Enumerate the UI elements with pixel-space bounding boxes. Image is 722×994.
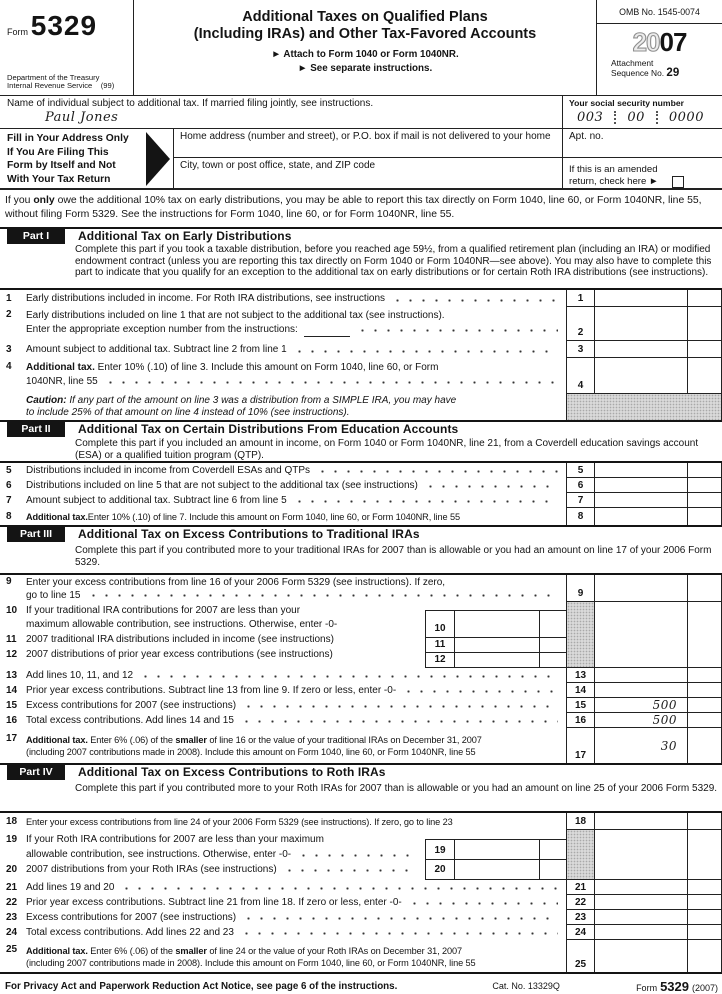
line-23-row: 23 Excess contributions for 2007 (see instructions) 23 xyxy=(0,910,722,925)
line-24-cents-box[interactable] xyxy=(687,925,722,940)
tax-year xyxy=(597,24,722,56)
form-title-line1: Additional Taxes on Qualified Plans xyxy=(242,9,488,25)
line-17-box-number: 17 xyxy=(566,728,594,763)
line-8-cents-box[interactable] xyxy=(687,508,722,525)
line-13-number: 13 xyxy=(6,670,18,681)
line-8-box-number: 8 xyxy=(566,508,594,525)
line-23-box-number: 23 xyxy=(566,910,594,925)
ssn-separator xyxy=(656,111,658,124)
line-16-number: 16 xyxy=(6,715,18,726)
department-block xyxy=(7,74,114,91)
address-row-1 xyxy=(174,129,722,157)
line-18-row: 18 Enter your excess contributions from line 24 of your 2006 Form 5329 (see instructions). If zero, go to line 23 18 xyxy=(0,813,722,830)
line-4-box-number: 4 xyxy=(566,358,594,394)
dot-leader xyxy=(242,910,558,925)
line-1-number: 1 xyxy=(6,293,12,304)
line-16-row: 16 Total excess contributions. Add lines 14 and 15 16 500 xyxy=(0,713,722,728)
dot-leader xyxy=(139,668,558,683)
lines-10-12-shaded-column xyxy=(566,602,594,668)
part4-description: Complete this part if you contributed more to your Roth IRAs for 2007 than is allowable or you had an amount on line 25 of your 2006 Form 5329. xyxy=(0,779,722,813)
address-row-2 xyxy=(174,157,722,188)
line-11-number: 11 xyxy=(6,634,17,645)
line-16-cents-box[interactable] xyxy=(687,713,722,728)
exception-number-blank[interactable] xyxy=(304,323,350,337)
see-instructions-note: ► See separate instructions. xyxy=(297,63,433,74)
dot-leader xyxy=(87,589,559,602)
line-19-box-number: 19 xyxy=(425,839,454,860)
line-21-row: 21 Add lines 19 and 20 21 xyxy=(0,880,722,895)
line-5-box-number: 5 xyxy=(566,463,594,478)
line-21-amount-box[interactable] xyxy=(594,880,687,895)
line-14-number: 14 xyxy=(6,685,18,696)
line-10-number: 10 xyxy=(6,605,18,616)
lines-19-20-shaded-column xyxy=(566,830,594,880)
line-13-amount-box[interactable] xyxy=(594,668,687,683)
intro-bold: only xyxy=(33,195,55,206)
line-4-cents-box[interactable] xyxy=(687,358,722,394)
line-11-cents-box[interactable] xyxy=(539,638,566,653)
line-3-number: 3 xyxy=(6,344,12,355)
line-22-cents-box[interactable] xyxy=(687,895,722,910)
line-9-number: 9 xyxy=(6,576,12,587)
line-2-amount-box[interactable] xyxy=(594,307,687,341)
line-24-row: 24 Total excess contributions. Add lines 22 and 23 24 xyxy=(0,925,722,940)
line-15-amount-box[interactable]: 500 xyxy=(594,698,687,713)
line-19-cents-box[interactable] xyxy=(539,839,566,860)
line-12-box-number: 12 xyxy=(425,653,454,668)
line-10-subrow xyxy=(425,610,566,638)
part1-header xyxy=(0,227,722,243)
dept-line2: Internal Revenue Service (99) xyxy=(7,81,115,91)
line-2-box-number: 2 xyxy=(566,307,594,341)
line-10-amount-box[interactable] xyxy=(454,610,539,638)
line-19-subrow xyxy=(425,839,566,860)
part3-description: Complete this part if you contributed more to your traditional IRAs for 2007 than is allowable or you had an amount on line 17 of your 2006 Form 5329. xyxy=(0,541,722,575)
amended-return-checkbox[interactable] xyxy=(672,176,684,188)
dot-leader xyxy=(293,493,558,508)
line-13-row: 13 Add lines 10, 11, and 12 13 xyxy=(0,668,722,683)
ssn-group2: 00 xyxy=(627,110,645,125)
line-16-amount-box[interactable]: 500 xyxy=(594,713,687,728)
line-5-amount-box[interactable] xyxy=(594,463,687,478)
line-19-number: 19 xyxy=(6,834,18,845)
part1-description: Complete this part if you took a taxable distribution, before you reached age 59½, from a qualified retirement plan (including an IRA) or modified endowment contract (unless you are reporting this tax directly on Form 1040 or Form 1040NR—see above). You may also have to complete this part to indicate that you qualify for an exception to the additional tax on early distributions or for certain Roth IRA distributions (see instructions). xyxy=(0,243,722,290)
dot-leader xyxy=(293,341,558,358)
name-field[interactable] xyxy=(0,96,562,128)
line-11-amount-box[interactable] xyxy=(454,638,539,653)
omb-number: OMB No. 1545-0074 xyxy=(597,0,722,24)
address-fields xyxy=(173,129,722,188)
line-21-box-number: 21 xyxy=(566,880,594,895)
attachment-sequence: Attachment Sequence No. 29 xyxy=(611,58,680,79)
footer-form-id: Form 5329 (2007) xyxy=(636,978,718,994)
dot-leader xyxy=(297,847,417,862)
line-13-cents-box[interactable] xyxy=(687,668,722,683)
line-22-box-number: 22 xyxy=(566,895,594,910)
line-10-cents-box[interactable] xyxy=(539,610,566,638)
line-14-row: 14 Prior year excess contributions. Subtract line 13 from line 9. If zero or less, enter -0- 14 xyxy=(0,683,722,698)
lines-10-12-block: 10 If your traditional IRA contributions for 2007 are less than your maximum allowable contribution, see instructions. Otherwise, enter -0- 11 2007 traditional IRA distributions included in income (see instructions) 12 2007 distributions of prior year excess contributions (see instructions) 10 11 12 xyxy=(0,602,722,668)
line-20-box-number: 20 xyxy=(425,860,454,880)
line-6-number: 6 xyxy=(6,480,12,491)
line-5-number: 5 xyxy=(6,465,12,476)
part2-header xyxy=(0,420,722,436)
form-title-line2: (Including IRAs) and Other Tax-Favored Accounts xyxy=(193,26,537,42)
line-8-number: 8 xyxy=(6,511,12,522)
line-18-box-number: 18 xyxy=(566,813,594,830)
ssn-group3: 0000 xyxy=(668,110,704,125)
home-address-label: Home address (number and street), or P.O. box if mail is not delivered to your home xyxy=(180,131,551,142)
line-21-number: 21 xyxy=(6,882,18,893)
line-14-cents-box[interactable] xyxy=(687,683,722,698)
dot-leader xyxy=(120,880,558,895)
line-4-amount-box[interactable] xyxy=(594,358,687,394)
line-20-subrow xyxy=(425,860,566,880)
line-7-cents-box[interactable] xyxy=(687,493,722,508)
line-18-number: 18 xyxy=(6,816,18,827)
line-17-number: 17 xyxy=(6,733,18,744)
line-3-cents-box[interactable] xyxy=(687,341,722,358)
line-16-box-number: 16 xyxy=(566,713,594,728)
amended-label-line1: If this is an amended xyxy=(569,164,658,175)
name-label: Name of individual subject to additional tax. If married filing jointly, see instructions. xyxy=(7,98,374,109)
dot-leader xyxy=(391,290,558,307)
line-21-cents-box[interactable] xyxy=(687,880,722,895)
caution-shaded-area xyxy=(566,394,722,420)
attach-note: ► Attach to Form 1040 or Form 1040NR. xyxy=(271,49,459,60)
apt-no-label: Apt. no. xyxy=(569,131,604,142)
line-10-box-number: 10 xyxy=(425,610,454,638)
line-24-amount-box[interactable] xyxy=(594,925,687,940)
dot-leader xyxy=(316,463,558,478)
line-2-row: 2 Early distributions included on line 1 that are not subject to the additional tax (see instructions). Enter the appropriate exception number from the instructions: 2 xyxy=(0,307,722,341)
line-7-amount-box[interactable] xyxy=(594,493,687,508)
line-5-cents-box[interactable] xyxy=(687,463,722,478)
line-17-cents-box[interactable] xyxy=(687,728,722,763)
line-6-row: 6 Distributions included on line 5 that are not subject to the additional tax (see instructions) 6 xyxy=(0,478,722,493)
line-1-row: 1 Early distributions included in income. For Roth IRA distributions, see instructions 1 xyxy=(0,290,722,307)
line-1-amount-box[interactable] xyxy=(594,290,687,307)
line-4-row: 4 Additional tax. Enter 10% (.10) of line 3. Include this amount on Form 1040, line 60, or Form 1040NR, line 55 4 xyxy=(0,358,722,394)
form-title-block xyxy=(133,0,597,95)
part4-badge: Part IV xyxy=(7,765,65,780)
line-11-subrow xyxy=(425,638,566,653)
lines-19-20-empty-cents-area xyxy=(687,830,722,880)
line-9-amount-box[interactable] xyxy=(594,575,687,602)
line-17-row: 17 Additional tax. Enter 6% (.06) of the smaller of line 16 or the value of your traditional IRAs on December 31, 2007 (including 2007 contributions made in 2008). Include this amount on Form 1040, line 60, or Form 1040NR, line 55 17 30 xyxy=(0,728,722,763)
line-20-amount-box[interactable] xyxy=(454,860,539,880)
dept-line1: Department of the Treasury xyxy=(7,72,100,82)
line-12-subrow xyxy=(425,653,566,668)
dot-leader xyxy=(356,323,558,337)
line-19-amount-box[interactable] xyxy=(454,839,539,860)
dot-leader xyxy=(424,478,558,493)
line-9-box-number: 9 xyxy=(566,575,594,602)
right-arrow-icon xyxy=(146,132,170,186)
amended-label-line2: return, check here ► xyxy=(569,176,659,187)
caution-row: Caution: If any part of the amount on line 3 was a distribution from a SIMPLE IRA, you may have to include 25% of that amount on line 4 instead of 10% (see instructions). xyxy=(0,394,722,420)
line-18-cents-box[interactable] xyxy=(687,813,722,830)
part2-title: Additional Tax on Certain Distributions From Education Accounts xyxy=(78,422,459,436)
line-1-cents-box[interactable] xyxy=(687,290,722,307)
line-3-box-number: 3 xyxy=(566,341,594,358)
dot-leader xyxy=(402,683,558,698)
line-2-number: 2 xyxy=(6,309,12,320)
line-3-row: 3 Amount subject to additional tax. Subtract line 2 from line 1 3 xyxy=(0,341,722,358)
ssn-group1: 003 xyxy=(577,110,604,125)
form-header xyxy=(0,0,722,96)
line-25-number: 25 xyxy=(6,944,18,955)
line-24-box-number: 24 xyxy=(566,925,594,940)
dot-leader xyxy=(283,862,417,877)
line-20-number: 20 xyxy=(6,864,18,875)
part3-header xyxy=(0,525,722,541)
line-9-row: 9 Enter your excess contributions from line 16 of your 2006 Form 5329 (see instructions). If zero, go to line 15 9 xyxy=(0,575,722,602)
line-20-cents-box[interactable] xyxy=(539,860,566,880)
dot-leader xyxy=(240,925,558,940)
year-suffix: 07 xyxy=(659,27,687,57)
form-number: 5329 xyxy=(30,10,98,41)
line-23-amount-box[interactable] xyxy=(594,910,687,925)
line-1-box-number: 1 xyxy=(566,290,594,307)
line-15-row: 15 Excess contributions for 2007 (see instructions) 15 500 xyxy=(0,698,722,713)
part4-header xyxy=(0,763,722,779)
dot-leader xyxy=(240,713,558,728)
home-address-field[interactable] xyxy=(174,129,562,157)
line-24-number: 24 xyxy=(6,927,18,938)
line-12-number: 12 xyxy=(6,649,18,660)
name-ssn-row xyxy=(0,96,722,129)
dot-leader xyxy=(242,698,558,713)
omb-year-block xyxy=(597,0,722,95)
line-18-amount-box[interactable] xyxy=(594,813,687,830)
line-15-number: 15 xyxy=(6,700,18,711)
line-6-cents-box[interactable] xyxy=(687,478,722,493)
part2-description: Complete this part if you included an amount in income, on Form 1040 or Form 1040NR, line 21, from a Coverdell education savings account (ESA) or a qualified tuition program (QTP). xyxy=(0,436,722,463)
line-11-box-number: 11 xyxy=(425,638,454,653)
name-value[interactable]: Paul Jones xyxy=(45,110,119,125)
line-23-cents-box[interactable] xyxy=(687,910,722,925)
ssn-separator xyxy=(614,111,616,124)
part3-badge: Part III xyxy=(7,527,65,542)
line-3-amount-box[interactable] xyxy=(594,341,687,358)
line-14-amount-box[interactable] xyxy=(594,683,687,698)
intro-paragraph: If you only owe the additional 10% tax on early distributions, you may be able to report this tax directly on Form 1040, line 60, or Form 1040NR, line 55, without filing Form 5329. See the instructions for Form 1040, line 60, or for Form 1040NR, line 55. xyxy=(5,195,702,220)
line-22-amount-box[interactable] xyxy=(594,895,687,910)
lines-19-20-block: 19 If your Roth IRA contributions for 2007 are less than your maximum allowable contribution, see instructions. Otherwise, enter -0- 20 2007 distributions from your Roth IRAs (see instructions) 19 20 xyxy=(0,830,722,880)
line-22-number: 22 xyxy=(6,897,18,908)
city-state-zip-field[interactable] xyxy=(174,157,562,188)
footer-form-number: 5329 xyxy=(660,978,689,994)
line-15-cents-box[interactable] xyxy=(687,698,722,713)
line-6-box-number: 6 xyxy=(566,478,594,493)
line-8-row: 8 Additional tax. Enter 10% (.10) of line 7. Include this amount on Form 1040, line 60, or Form 1040NR, line 55 8 xyxy=(0,508,722,525)
part3-title: Additional Tax on Excess Contributions to Traditional IRAs xyxy=(78,527,420,541)
line-13-box-number: 13 xyxy=(566,668,594,683)
line-7-row: 7 Amount subject to additional tax. Subtract line 6 from line 5 7 xyxy=(0,493,722,508)
lines-19-20-empty-amount-area xyxy=(594,830,687,880)
line-9-cents-box[interactable] xyxy=(687,575,722,602)
form-footer xyxy=(0,972,722,994)
sequence-number: 29 xyxy=(666,66,680,79)
apt-no-field[interactable] xyxy=(562,129,722,157)
city-state-zip-label: City, town or post office, state, and ZIP code xyxy=(180,160,376,171)
dept-99: (99) xyxy=(100,81,115,91)
line-6-amount-box[interactable] xyxy=(594,478,687,493)
line-25-box-number: 25 xyxy=(566,940,594,972)
ssn-value[interactable] xyxy=(569,110,722,125)
line-8-amount-box[interactable] xyxy=(594,508,687,525)
dot-leader xyxy=(104,375,558,389)
amended-return-cell xyxy=(562,157,722,188)
address-instruction: Fill in Your Address Only If You Are Filing This Form by Itself and Not With Your Tax Return xyxy=(0,129,173,188)
privacy-notice: For Privacy Act and Paperwork Reduction Act Notice, see page 6 of the instructions. xyxy=(5,980,398,992)
line-23-number: 23 xyxy=(6,912,18,923)
line-2-cents-box[interactable] xyxy=(687,307,722,341)
year-prefix: 20 xyxy=(632,27,660,57)
address-block xyxy=(0,129,722,190)
lines-10-12-subtable xyxy=(425,610,566,668)
line-12-amount-box[interactable] xyxy=(454,653,539,668)
catalog-number: Cat. No. 13329Q xyxy=(492,981,560,991)
ssn-field[interactable] xyxy=(562,96,722,128)
line-25-cents-box[interactable] xyxy=(687,940,722,972)
line-12-cents-box[interactable] xyxy=(539,653,566,668)
line-25-amount-box[interactable] xyxy=(594,940,687,972)
part1-title: Additional Tax on Early Distributions xyxy=(78,229,292,243)
line-7-number: 7 xyxy=(6,495,12,506)
line-14-box-number: 14 xyxy=(566,683,594,698)
line-5-row: 5 Distributions included in income from Coverdell ESAs and QTPs 5 xyxy=(0,463,722,478)
line-17-amount-box[interactable]: 30 xyxy=(594,728,687,763)
part1-badge: Part I xyxy=(7,229,65,244)
line-7-box-number: 7 xyxy=(566,493,594,508)
line-15-box-number: 15 xyxy=(566,698,594,713)
lines-10-12-empty-amount-area xyxy=(594,602,687,668)
ssn-label: Your social security number xyxy=(569,98,684,108)
line-25-row: 25 Additional tax. Enter 6% (.06) of the smaller of line 24 or the value of your Roth IRAs on December 31, 2007 (including 2007 contributions made in 2008). Include this amount on Form 1040, line 60, or Form 1040NR, line 55 25 xyxy=(0,940,722,972)
line-22-row: 22 Prior year excess contributions. Subtract line 21 from line 18. If zero or less, enter -0- 22 xyxy=(0,895,722,910)
dot-leader xyxy=(408,895,558,910)
line-4-number: 4 xyxy=(6,361,12,372)
part4-title: Additional Tax on Excess Contributions to Roth IRAs xyxy=(78,765,386,779)
part2-badge: Part II xyxy=(7,422,65,437)
form-number-block xyxy=(0,0,133,95)
form-word-label: Form xyxy=(7,27,28,37)
lines-19-20-subtable xyxy=(425,839,566,880)
lines-10-12-empty-cents-area xyxy=(687,602,722,668)
